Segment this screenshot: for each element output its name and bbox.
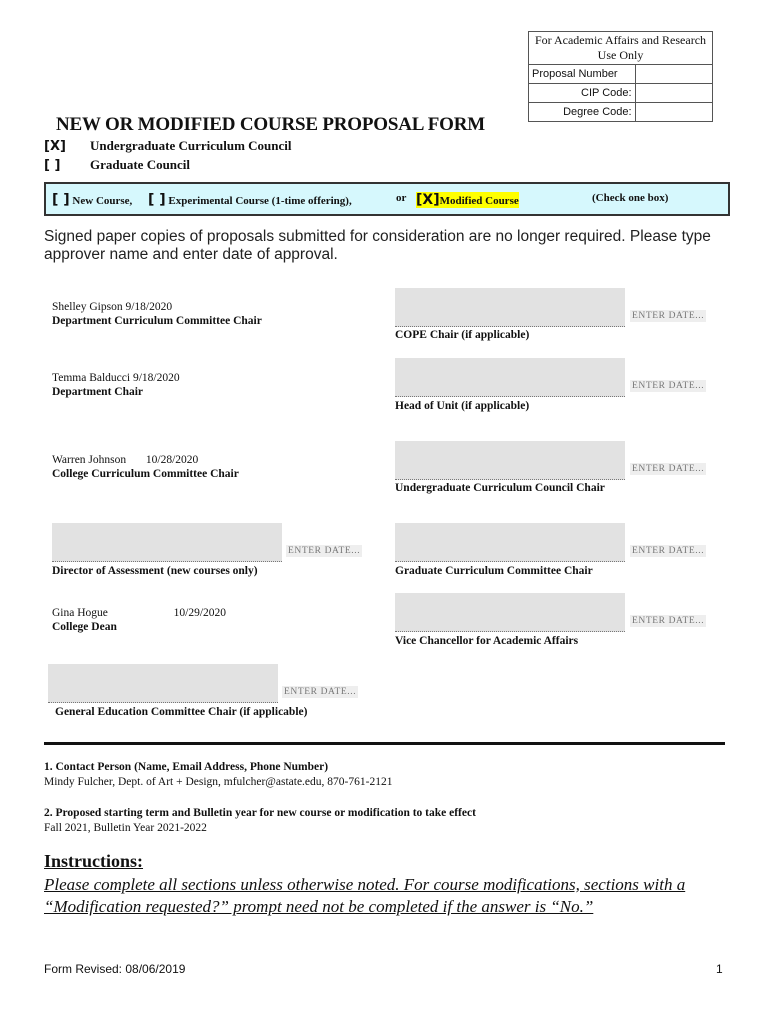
admin-use-box [528, 31, 713, 122]
admin-box-heading: For Academic Affairs and Research Use Only [529, 32, 713, 65]
contact-person-answer[interactable]: Mindy Fulcher, Dept. of Art + Design, mfulcher@astate.edu, 870-761-2121 [44, 776, 393, 788]
graduate-checkbox[interactable]: [ ] [44, 158, 61, 173]
head-unit-role: Head of Unit (if applicable) [395, 400, 530, 412]
cip-code-field[interactable] [635, 84, 712, 103]
dept-chair-role: Department Chair [52, 386, 144, 398]
proposal-number-label: Proposal Number [529, 65, 636, 84]
course-type-box [44, 182, 730, 216]
proposal-number-field[interactable] [635, 65, 712, 84]
council-option-graduate[interactable] [44, 157, 190, 173]
council-option-undergraduate[interactable] [44, 138, 292, 154]
or-text: or [396, 192, 407, 204]
instructions-body: Please complete all sections unless otherwise noted. For course modifications, sections with a “Modification requested?” prompt need not be completed if the answer is “No.” [44, 875, 686, 916]
contact-person-heading: 1. Contact Person (Name, Email Address, Phone Number) [44, 761, 329, 773]
signature-college-curriculum-chair [52, 454, 239, 480]
graduate-council-label: Graduate Council [90, 157, 191, 172]
modified-course-checkbox[interactable]: [X] [416, 192, 440, 208]
grad-curriculum-chair-date-field[interactable]: ENTER DATE... [632, 546, 705, 556]
head-unit-date-field[interactable]: ENTER DATE... [632, 381, 705, 391]
modified-course-option[interactable] [416, 192, 519, 208]
instructions-heading: Instructions: [44, 851, 144, 871]
dept-curriculum-chair-role: Department Curriculum Committee Chair [52, 315, 262, 327]
section-divider [44, 742, 725, 745]
cip-code-label: CIP Code: [529, 84, 636, 103]
college-curriculum-chair-entry [52, 454, 239, 466]
ugcc-chair-date-field[interactable]: ENTER DATE... [632, 464, 705, 474]
college-curriculum-chair-date[interactable]: 10/28/2020 [145, 454, 199, 466]
cope-chair-signature-field[interactable] [395, 288, 625, 327]
signature-dept-chair [52, 372, 180, 398]
college-dean-role: College Dean [52, 621, 117, 633]
director-assessment-signature-field[interactable] [52, 523, 282, 562]
undergraduate-checkbox[interactable]: [X] [44, 139, 66, 154]
check-one-hint: (Check one box) [592, 192, 669, 204]
new-course-checkbox[interactable]: [ ] [52, 192, 70, 208]
ugcc-chair-signature-field[interactable] [395, 441, 625, 480]
undergraduate-council-label: Undergraduate Curriculum Council [90, 138, 292, 153]
modified-course-label: Modified Course [439, 195, 519, 207]
cope-chair-date-field[interactable]: ENTER DATE... [632, 311, 705, 321]
grad-curriculum-chair-signature-field[interactable] [395, 523, 625, 562]
degree-code-label: Degree Code: [529, 103, 636, 122]
dept-curriculum-chair-name[interactable]: Shelley Gipson 9/18/2020 [52, 301, 173, 313]
grad-curriculum-chair-role: Graduate Curriculum Committee Chair [395, 565, 593, 577]
dept-chair-name[interactable]: Temma Balducci 9/18/2020 [52, 372, 180, 384]
college-dean-entry [52, 607, 226, 619]
signature-college-dean [52, 607, 226, 633]
vc-academic-affairs-signature-field[interactable] [395, 593, 625, 632]
page-number: 1 [716, 962, 723, 976]
experimental-course-checkbox[interactable]: [ ] [148, 192, 166, 208]
gen-ed-chair-role: General Education Committee Chair (if applicable) [55, 706, 308, 718]
experimental-course-option[interactable] [148, 192, 352, 208]
director-assessment-role: Director of Assessment (new courses only) [52, 565, 258, 577]
degree-code-field[interactable] [635, 103, 712, 122]
form-title: NEW OR MODIFIED COURSE PROPOSAL FORM [56, 114, 485, 135]
college-dean-name[interactable]: Gina Hogue [52, 607, 108, 619]
gen-ed-chair-date-field[interactable]: ENTER DATE... [284, 687, 357, 697]
experimental-course-label: Experimental Course (1-time offering), [168, 195, 352, 207]
new-course-option[interactable] [52, 192, 132, 208]
college-dean-date[interactable]: 10/29/2020 [173, 607, 227, 619]
college-curriculum-chair-role: College Curriculum Committee Chair [52, 468, 239, 480]
director-assessment-date-field[interactable]: ENTER DATE... [288, 546, 361, 556]
vc-academic-affairs-date-field[interactable]: ENTER DATE... [632, 616, 705, 626]
form-revised-date: Form Revised: 08/06/2019 [44, 962, 186, 976]
signature-dept-curriculum-chair [52, 301, 262, 327]
cope-chair-role: COPE Chair (if applicable) [395, 329, 530, 341]
starting-term-answer[interactable]: Fall 2021, Bulletin Year 2021-2022 [44, 822, 207, 834]
vc-academic-affairs-role: Vice Chancellor for Academic Affairs [395, 635, 579, 647]
starting-term-heading: 2. Proposed starting term and Bulletin year for new course or modification to take effect [44, 807, 476, 819]
submission-notice: Signed paper copies of proposals submitted for consideration are no longer required. Please type approver name and enter date of approval. [44, 228, 711, 263]
gen-ed-chair-signature-field[interactable] [48, 664, 278, 703]
head-unit-signature-field[interactable] [395, 358, 625, 397]
new-course-label: New Course, [72, 195, 133, 207]
college-curriculum-chair-name[interactable]: Warren Johnson [52, 454, 127, 466]
ugcc-chair-role: Undergraduate Curriculum Council Chair [395, 482, 605, 494]
